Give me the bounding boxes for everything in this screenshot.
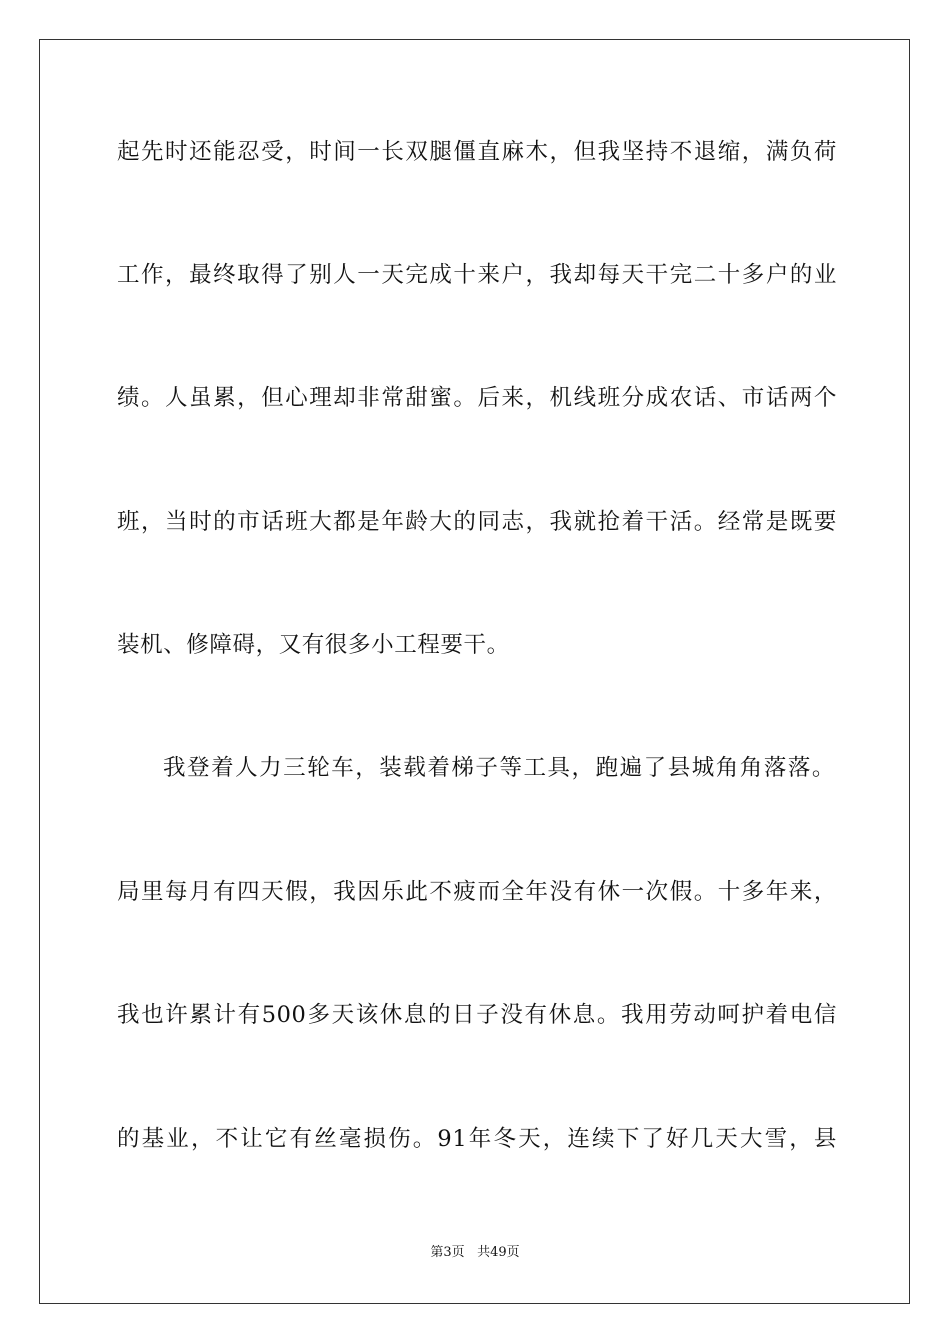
body-line-1: 起先时还能忍受，时间一长双腿僵直麻木，但我坚持不退缩，满负荷 bbox=[117, 139, 837, 165]
body-line-4: 班，当时的市话班大都是年龄大的同志，我就抢着干活。经常是既要 bbox=[117, 509, 837, 535]
body-line-7: 局里每月有四天假，我因乐此不疲而全年没有休一次假。十多年来， bbox=[117, 879, 837, 905]
page-total: 共49页 bbox=[477, 1245, 520, 1260]
body-line-5: 装机、修障碍，又有很多小工程要干。 bbox=[117, 632, 510, 658]
body-line-8: 我也许累计有500多天该休息的日子没有休息。我用劳动呵护着电信 bbox=[117, 1002, 837, 1028]
body-line-3: 绩。人虽累，但心理却非常甜蜜。后来，机线班分成农话、市话两个 bbox=[117, 385, 837, 411]
body-line-9: 的基业，不让它有丝毫损伤。91年冬天，连续下了好几天大雪，县 bbox=[117, 1126, 837, 1152]
page-footer bbox=[0, 1244, 950, 1262]
page-border bbox=[39, 39, 910, 1304]
body-line-6: 我登着人力三轮车，装载着梯子等工具，跑遍了县城角角落落。 bbox=[163, 755, 835, 781]
page-number: 第3页 bbox=[430, 1245, 465, 1260]
body-line-2: 工作，最终取得了别人一天完成十来户，我却每天干完二十多户的业 bbox=[117, 262, 837, 288]
